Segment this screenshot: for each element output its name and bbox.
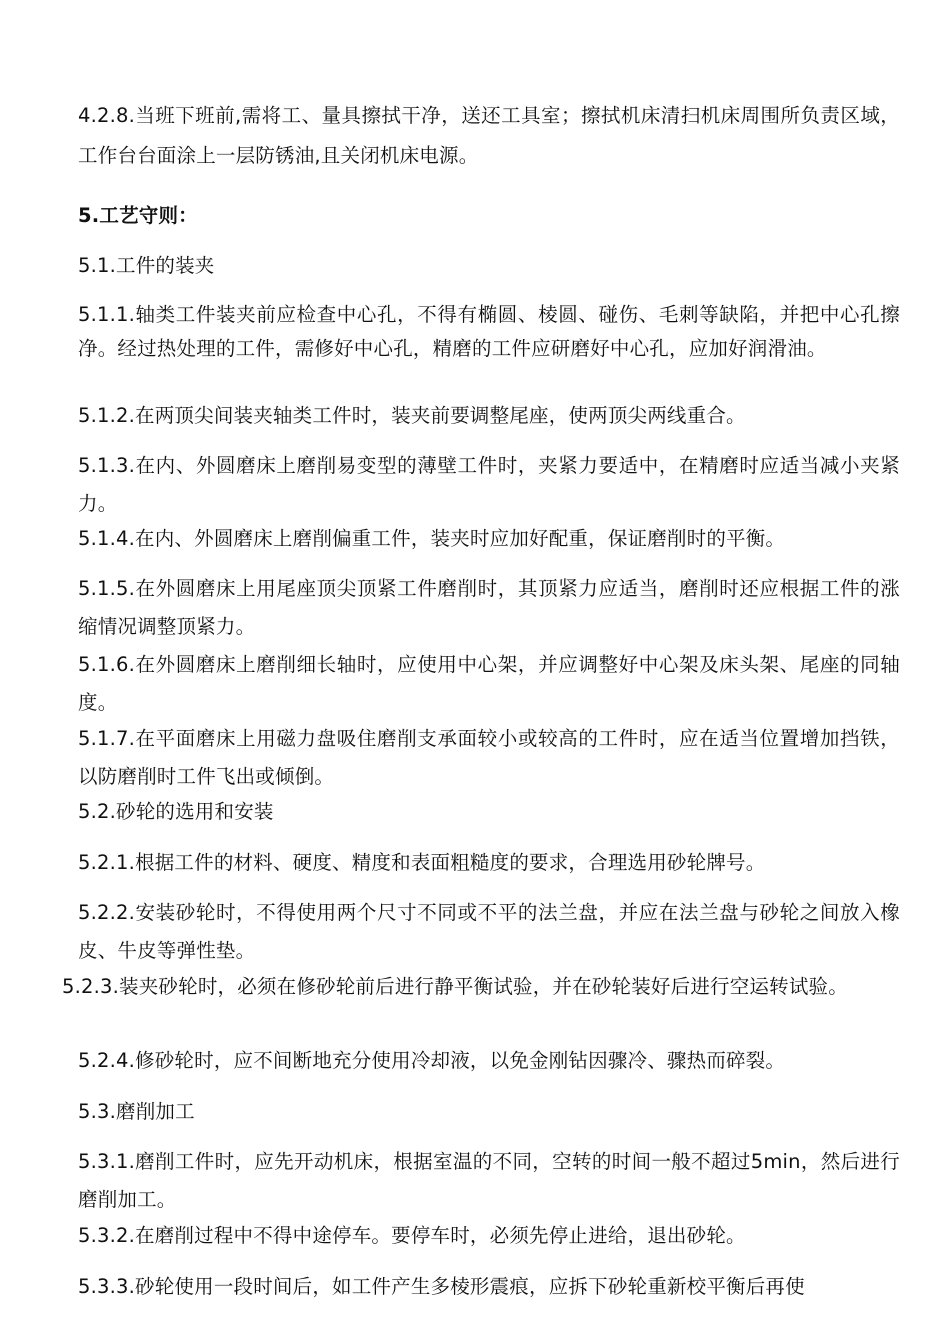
clause-5-3-1: 5.3.1.磨削工件时，应先开动机床，根据室温的不同，空转的时间一般不超过5min，然后进行磨削加工。 bbox=[78, 1150, 900, 1211]
clause-5-1-2: 5.1.2.在两顶尖间装夹轴类工件时，装夹前要调整尾座，使两顶尖两线重合。 bbox=[78, 404, 746, 427]
subsection-heading-5-3: 5.3.磨削加工 bbox=[78, 1100, 195, 1123]
clause-5-3-2: 5.3.2.在磨削过程中不得中途停车。要停车时，必须先停止进给，退出砂轮。 bbox=[78, 1224, 746, 1247]
clause-5-2-4: 5.2.4.修砂轮时，应不间断地充分使用冷却液，以免金刚钻因骤冷、骤热而碎裂。 bbox=[78, 1049, 786, 1072]
clause-5-1-1: 5.1.1.轴类工件装夹前应检查中心孔，不得有椭圆、棱圆、碰伤、毛刺等缺陷，并把中心孔擦净。经过热处理的工件，需修好中心孔，精磨的工件应研磨好中心孔，应加好润滑油。 bbox=[78, 303, 900, 360]
clause-5-2-2: 5.2.2.安装砂轮时，不得使用两个尺寸不同或不平的法兰盘，并应在法兰盘与砂轮之间放入橡皮、牛皮等弹性垫。 bbox=[78, 901, 900, 962]
clause-5-1-7: 5.1.7.在平面磨床上用磁力盘吸住磨削支承面较小或较高的工件时，应在适当位置增加挡铁，以防磨削时工件飞出或倾倒。 bbox=[78, 727, 900, 788]
clause-5-1-6: 5.1.6.在外圆磨床上磨削细长轴时，应使用中心架，并应调整好中心架及床头架、尾座的同轴度。 bbox=[78, 653, 900, 714]
clause-5-3-3: 5.3.3.砂轮使用一段时间后，如工件产生多棱形震痕，应拆下砂轮重新校平衡后再使 bbox=[78, 1275, 805, 1298]
clause-5-1-4: 5.1.4.在内、外圆磨床上磨削偏重工件，装夹时应加好配重，保证磨削时的平衡。 bbox=[78, 527, 786, 550]
clause-5-2-3: 5.2.3.装夹砂轮时，必须在修砂轮前后进行静平衡试验，并在砂轮装好后进行空运转试验。 bbox=[62, 975, 848, 998]
clause-5-1-5: 5.1.5.在外圆磨床上用尾座顶尖顶紧工件磨削时，其顶紧力应适当，磨削时还应根据工件的涨缩情况调整顶紧力。 bbox=[78, 577, 900, 638]
clause-5-2-1: 5.2.1.根据工件的材料、硬度、精度和表面粗糙度的要求，合理选用砂轮牌号。 bbox=[78, 851, 766, 874]
subsection-heading-5-2: 5.2.砂轮的选用和安装 bbox=[78, 800, 274, 823]
clause-5-1-3: 5.1.3.在内、外圆磨床上磨削易变型的薄壁工件时，夹紧力要适中，在精磨时应适当减小夹紧力。 bbox=[78, 454, 900, 515]
section-heading-5: 5.工艺守则： bbox=[78, 204, 198, 227]
subsection-heading-5-1: 5.1.工件的装夹 bbox=[78, 254, 215, 277]
clause-4-2-8: 4.2.8.当班下班前,需将工、量具擦拭干净，送还工具室；擦拭机床清扫机床周围所负责区域，工作台台面涂上一层防锈油,且关闭机床电源。 bbox=[78, 104, 900, 167]
